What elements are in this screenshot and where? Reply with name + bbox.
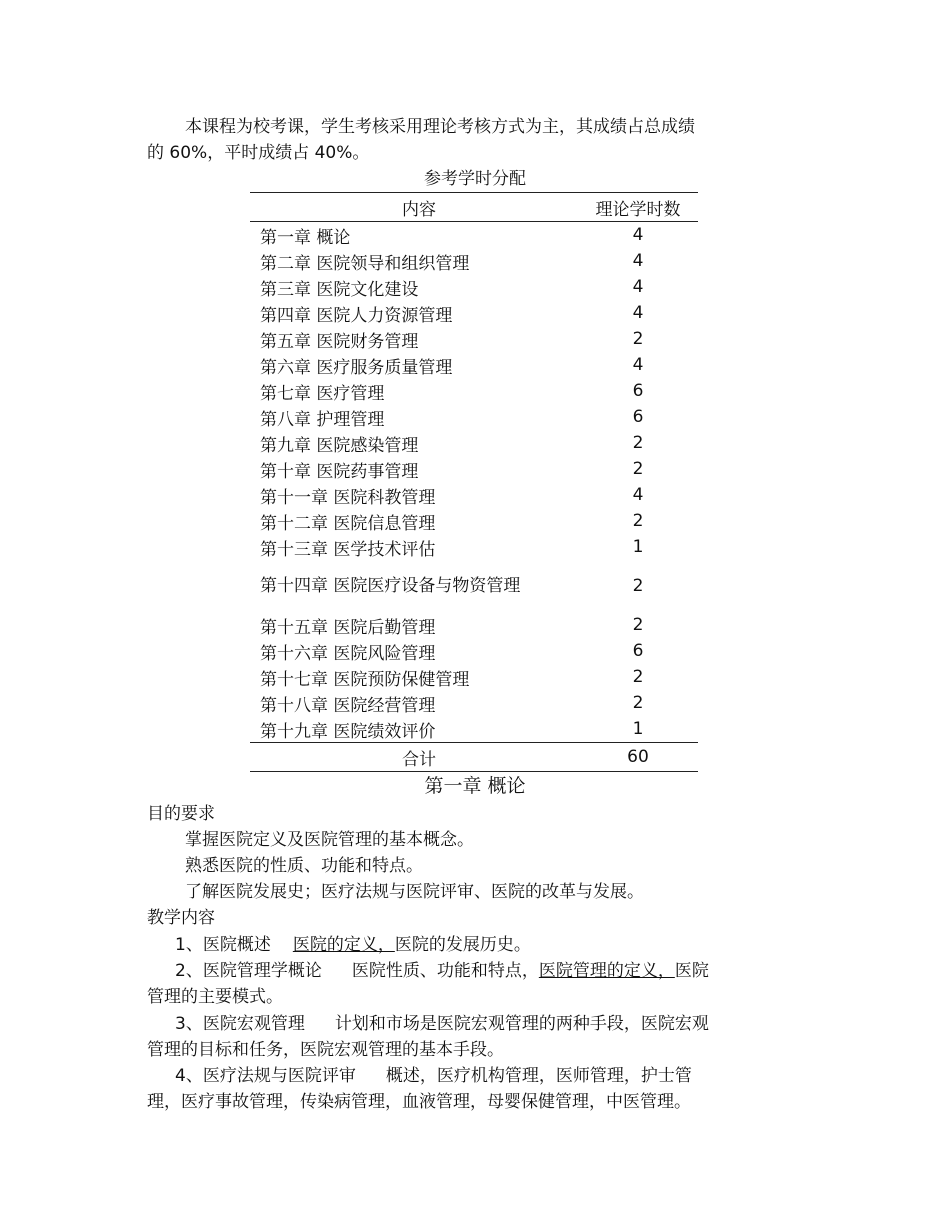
total-hours: 60 bbox=[578, 743, 698, 772]
table-header-row bbox=[250, 193, 698, 222]
table-row bbox=[250, 612, 698, 638]
item-head: 4、医疗法规与医院评审 bbox=[175, 1066, 356, 1086]
row-content: 第十章 医院药事管理 bbox=[260, 461, 419, 482]
row-content: 第五章 医院财务管理 bbox=[260, 331, 419, 352]
content-item-2-line-2: 管理的主要模式。 bbox=[147, 987, 283, 1007]
table-row bbox=[250, 222, 698, 249]
content-heading: 教学内容 bbox=[147, 908, 215, 928]
content-item-4 bbox=[175, 1063, 692, 1089]
underlined-term: 医院管理的定义， bbox=[538, 961, 675, 981]
row-hours: 4 bbox=[632, 251, 644, 271]
row-content: 第十七章 医院预防保健管理 bbox=[260, 669, 470, 690]
content-item-2 bbox=[175, 958, 709, 984]
table-row bbox=[250, 248, 698, 274]
table-row bbox=[250, 534, 698, 560]
item-text: 医院 bbox=[674, 961, 709, 981]
content-item-1 bbox=[175, 932, 531, 958]
row-hours: 2 bbox=[632, 459, 644, 479]
row-hours: 4 bbox=[632, 485, 644, 505]
header-content: 内容 bbox=[250, 193, 578, 222]
row-hours: 4 bbox=[632, 277, 644, 297]
row-hours: 2 bbox=[632, 329, 644, 349]
row-content: 第二章 医院领导和组织管理 bbox=[260, 253, 470, 274]
row-content: 第四章 医院人力资源管理 bbox=[260, 305, 453, 326]
total-label: 合计 bbox=[250, 743, 578, 772]
table-row bbox=[250, 716, 698, 743]
row-hours: 6 bbox=[632, 641, 644, 661]
table-row bbox=[250, 664, 698, 690]
content-item-4-line-2: 理，医疗事故管理，传染病管理，血液管理，母婴保健管理，中医管理。 bbox=[147, 1092, 691, 1112]
row-content: 第十五章 医院后勤管理 bbox=[260, 617, 436, 638]
row-hours: 2 bbox=[632, 615, 644, 635]
table-caption: 参考学时分配 bbox=[424, 169, 526, 189]
row-hours: 6 bbox=[632, 381, 644, 401]
row-content: 第十二章 医院信息管理 bbox=[260, 513, 436, 534]
intro-line-1: 本课程为校考课，学生考核采用理论考核方式为主，其成绩占总成绩 bbox=[185, 117, 695, 137]
goal-item: 掌握医院定义及医院管理的基本概念。 bbox=[185, 830, 474, 850]
goal-item: 了解医院发展史；医疗法规与医院评审、医院的改革与发展。 bbox=[185, 882, 644, 902]
content-item-3 bbox=[175, 1011, 709, 1037]
row-content: 第八章 护理管理 bbox=[260, 409, 385, 430]
underlined-term: 医院的定义， bbox=[292, 935, 395, 955]
table-row bbox=[250, 482, 698, 508]
row-hours: 2 bbox=[632, 511, 644, 531]
item-head: 1、医院概述 bbox=[175, 935, 271, 955]
row-hours: 1 bbox=[632, 719, 644, 739]
row-hours: 6 bbox=[632, 407, 644, 427]
row-content: 第九章 医院感染管理 bbox=[260, 435, 419, 456]
table-row bbox=[250, 300, 698, 326]
table-row bbox=[250, 560, 698, 612]
goal-item: 熟悉医院的性质、功能和特点。 bbox=[185, 856, 423, 876]
row-hours: 4 bbox=[632, 303, 644, 323]
row-content: 第十九章 医院绩效评价 bbox=[260, 721, 436, 742]
row-hours: 2 bbox=[632, 693, 644, 713]
intro-line-2: 的 60%，平时成绩占 40%。 bbox=[147, 143, 370, 163]
table-total-row bbox=[250, 743, 698, 772]
item-text: 计划和市场是医院宏观管理的两种手段，医院宏观 bbox=[334, 1014, 709, 1034]
row-hours: 4 bbox=[632, 225, 644, 245]
row-content: 第七章 医疗管理 bbox=[260, 383, 385, 404]
row-content-text: 第十四章 医院医疗设备与物资管理 bbox=[260, 576, 521, 596]
item-head: 3、医院宏观管理 bbox=[175, 1014, 305, 1034]
row-hours: 4 bbox=[632, 355, 644, 375]
row-hours: 1 bbox=[632, 537, 644, 557]
item-text: 概述，医疗机构管理，医师管理，护士管 bbox=[385, 1066, 692, 1086]
row-content: 第六章 医疗服务质量管理 bbox=[260, 357, 453, 378]
table-row bbox=[250, 638, 698, 664]
table-row bbox=[250, 326, 698, 352]
row-content: 第十六章 医院风险管理 bbox=[260, 643, 436, 664]
row-content: 第十一章 医院科教管理 bbox=[260, 487, 436, 508]
row-hours: 2 bbox=[632, 433, 644, 453]
item-text: 医院性质、功能和特点， bbox=[351, 961, 539, 981]
goals-heading: 目的要求 bbox=[147, 804, 215, 824]
table-row bbox=[250, 274, 698, 300]
table-row bbox=[250, 430, 698, 456]
header-hours: 理论学时数 bbox=[578, 193, 698, 222]
row-content: 第一章 概论 bbox=[260, 227, 351, 248]
content-item-3-line-2: 管理的目标和任务，医院宏观管理的基本手段。 bbox=[147, 1040, 504, 1060]
row-content: 第十三章 医学技术评估 bbox=[260, 539, 436, 560]
table-row bbox=[250, 690, 698, 716]
hours-table bbox=[250, 192, 698, 772]
row-content: 第三章 医院文化建设 bbox=[260, 279, 419, 300]
item-text: 医院的发展历史。 bbox=[394, 935, 531, 955]
row-hours: 2 bbox=[632, 667, 644, 687]
row-hours: 2 bbox=[632, 576, 644, 596]
table-row bbox=[250, 456, 698, 482]
table-row bbox=[250, 404, 698, 430]
table-row bbox=[250, 378, 698, 404]
row-content bbox=[250, 560, 578, 612]
table-row bbox=[250, 352, 698, 378]
chapter-title: 第一章 概论 bbox=[424, 775, 526, 797]
row-content: 第十八章 医院经营管理 bbox=[260, 695, 436, 716]
table-row bbox=[250, 508, 698, 534]
item-head: 2、医院管理学概论 bbox=[175, 961, 322, 981]
